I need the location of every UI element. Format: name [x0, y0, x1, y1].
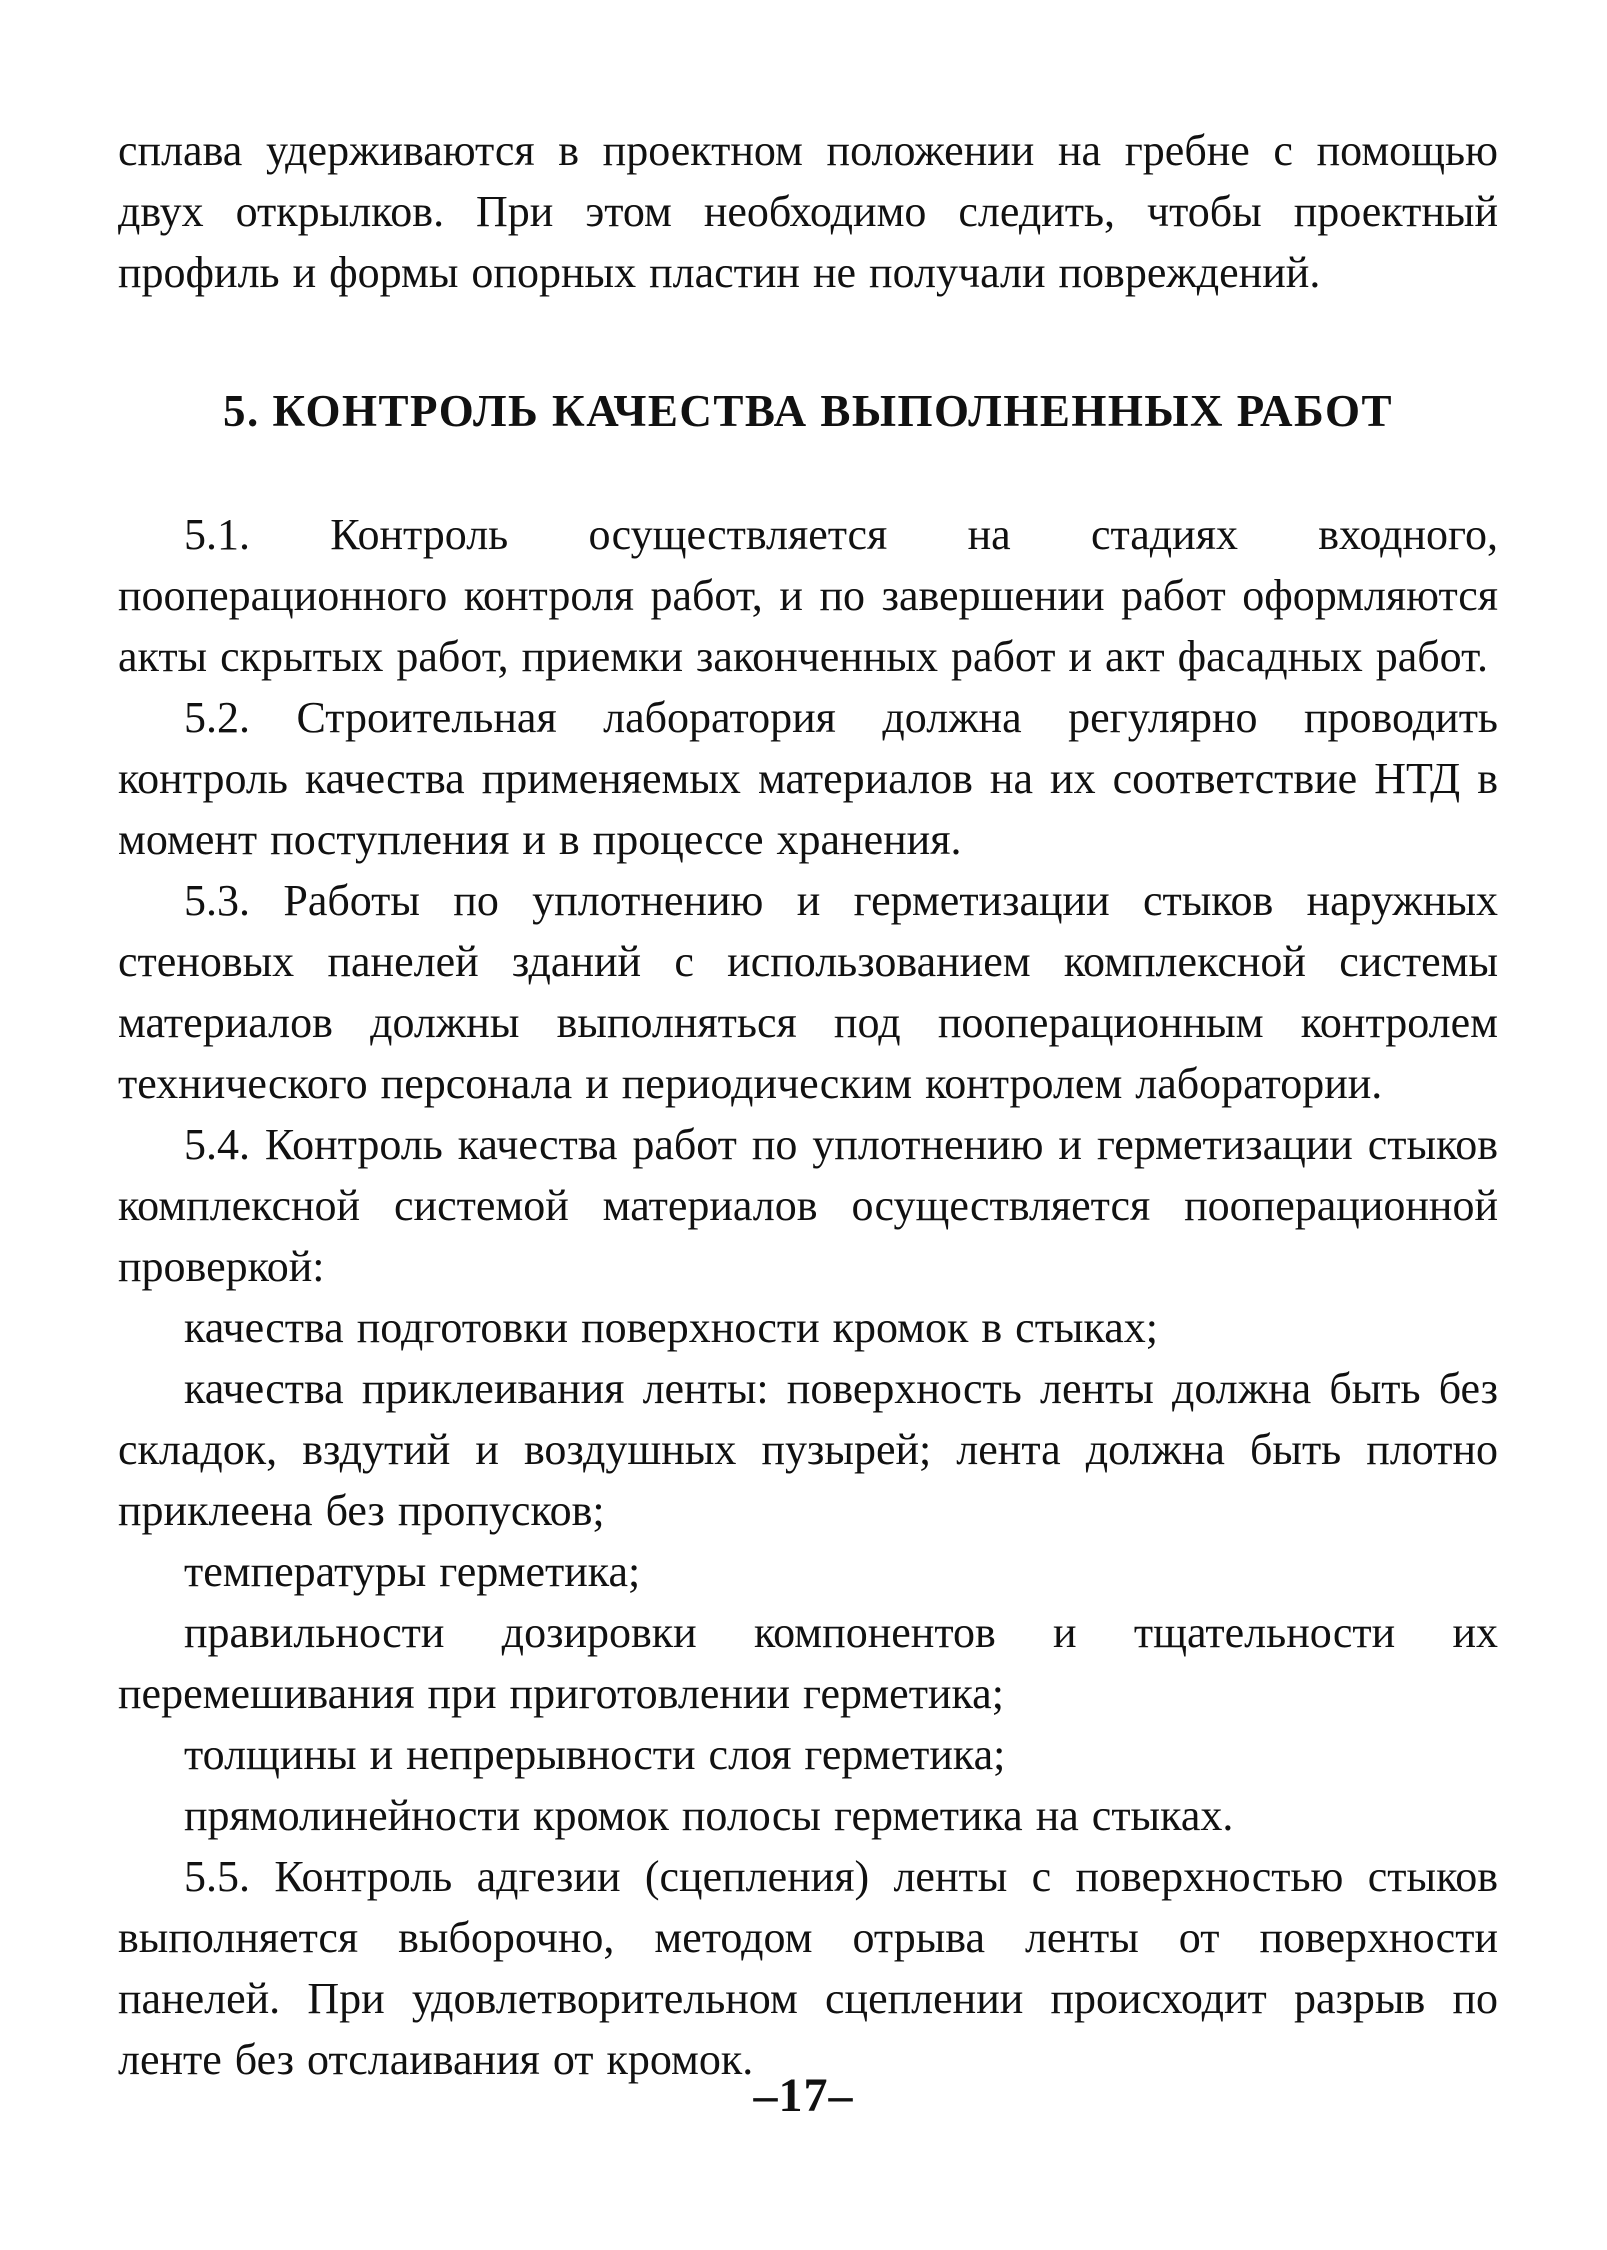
paragraph-5-1: 5.1. Контроль осуществляется на стадиях входного, пооперационного контроля работ, и по завершении работ оформляются акты скрытых работ, приемки законченных работ и акт фасадных работ.	[118, 510, 1498, 681]
paragraph-5-2: 5.2. Строительная лаборатория должна регулярно проводить контроль качества применяемых материалов на их соответствие НТД в момент поступления и в процессе хранения.	[118, 693, 1498, 864]
paragraph-continuation: сплава удерживаются в проектном положении на гребне с помощью двух открылков. При этом необходимо следить, чтобы проектный профиль и формы опорных пластин не получали повреждений.	[118, 126, 1498, 297]
paragraph-5-4: 5.4. Контроль качества работ по уплотнению и герметизации стыков комплексной системой материалов осуществляется пооперационной проверкой:	[118, 1120, 1498, 1291]
section-heading: 5. КОНТРОЛЬ КАЧЕСТВА ВЫПОЛНЕННЫХ РАБОТ	[223, 386, 1393, 436]
list-item-layer-thickness: толщины и непрерывности слоя герметика;	[184, 1730, 1006, 1779]
list-item-surface-preparation: качества подготовки поверхности кромок в стыках;	[184, 1303, 1158, 1352]
page-number: –17–	[753, 2069, 854, 2122]
paragraph-5-5: 5.5. Контроль адгезии (сцепления) ленты с поверхностью стыков выполняется выборочно, методом отрыва ленты от поверхности панелей. При удовлетворительном сцеплении происходит разрыв по ленте без отслаивания от кромок.	[118, 1852, 1498, 2084]
list-item-tape-gluing: качества приклеивания ленты: поверхность ленты должна быть без складок, вздутий и воздушных пузырей; лента должна быть плотно приклеена без пропусков;	[118, 1364, 1498, 1535]
paragraph-5-3: 5.3. Работы по уплотнению и герметизации стыков наружных стеновых панелей зданий с использованием комплексной системы материалов должны выполняться под пооперационным контролем технического персонала и периодическим контролем лаборатории.	[118, 876, 1498, 1108]
list-item-sealant-temperature: температуры герметика;	[184, 1547, 641, 1596]
list-item-dosage: правильности дозировки компонентов и тщательности их перемешивания при приготовлении герметика;	[118, 1608, 1498, 1718]
list-item-edge-straightness: прямолинейности кромок полосы герметика на стыках.	[184, 1791, 1234, 1840]
document-page	[118, 120, 1498, 2090]
